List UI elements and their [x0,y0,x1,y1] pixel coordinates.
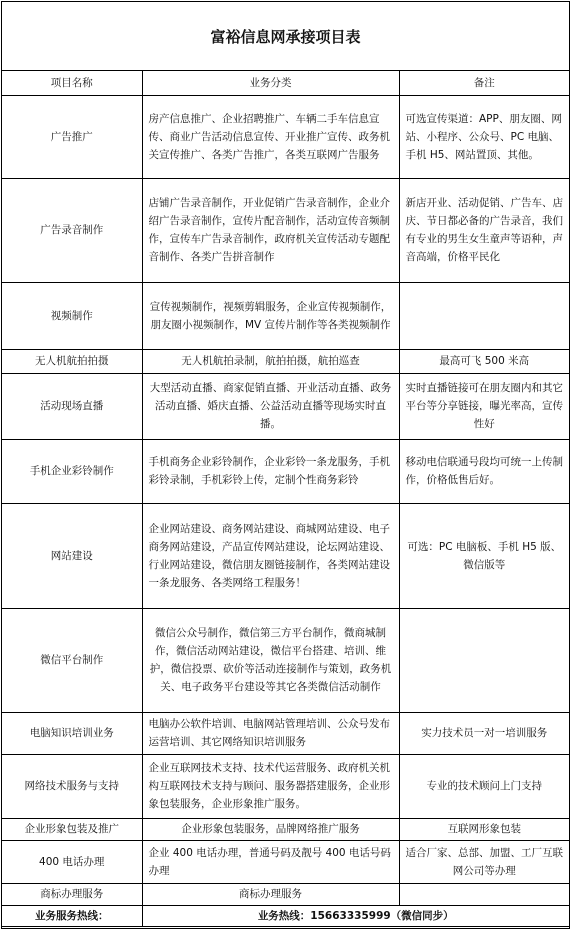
row-note: 可选宣传渠道：APP、朋友圈、网站、小程序、公众号、PC 电脑、手机 H5、网站置顶、其他。 [399,95,569,178]
table-row [2,95,569,178]
row-name: 微信平台制作 [2,608,142,712]
row-note [399,282,569,349]
row-name: 活动现场直播 [2,373,142,439]
row-name: 网站建设 [2,503,142,608]
row-category: 房产信息推广、企业招聘推广、车辆二手车信息宣传、商业广告活动信息宣传、开业推广宣传、政务机关宣传推广、各类广告推广，各类互联网广告服务 [142,95,399,178]
table-header-row [2,71,569,95]
sheet-title: 富裕信息网承接项目表 [2,2,569,71]
row-note: 互联网形象包装 [399,818,569,840]
row-category: 企业互联网技术支持、技术代运营服务、政府机关机构互联网技术支持与顾问、服务器搭建服务，企业形象包装服务，企业形象推广服务。 [142,754,399,818]
header-category: 业务分类 [142,71,399,95]
table-row [2,282,569,349]
header-note: 备注 [399,71,569,95]
row-category: 企业 400 电话办理，普通号码及靓号 400 电话号码办理 [142,840,399,883]
table-row [2,754,569,818]
table-row [2,349,569,373]
table-row [2,840,569,883]
row-category: 电脑办公软件培训、电脑网站管理培训、公众号发布运营培训、其它网络知识培训服务 [142,712,399,754]
row-note: 移动电信联通号段均可统一上传制作，价格低售后好。 [399,439,569,503]
row-note [399,883,569,905]
row-name: 网络技术服务与支持 [2,754,142,818]
header-project-name: 项目名称 [2,71,142,95]
row-category: 店铺广告录音制作，开业促销广告录音制作，企业介绍广告录音制作，宣传片配音制作，活动宣传音频制作，宣传车广告录音制作，政府机关宣传活动专题配音制作、各类广告拼音制作 [142,178,399,282]
row-name: 视频制作 [2,282,142,349]
footer-hotline: 业务热线：15663335999（微信同步） [142,905,569,926]
table-row [2,818,569,840]
row-name: 企业形象包装及推广 [2,818,142,840]
row-category: 大型活动直播、商家促销直播、开业活动直播、政务活动直播、婚庆直播、公益活动直播等现场实时直播。 [142,373,399,439]
project-table [2,71,569,927]
row-name: 电脑知识培训业务 [2,712,142,754]
row-category: 无人机航拍录制，航拍拍摄，航拍巡查 [142,349,399,373]
row-name: 无人机航拍拍摄 [2,349,142,373]
row-name: 广告推广 [2,95,142,178]
row-name: 400 电话办理 [2,840,142,883]
row-note: 可选：PC 电脑板、手机 H5 版、微信版等 [399,503,569,608]
row-category: 手机商务企业彩铃制作，企业彩铃一条龙服务，手机彩铃录制，手机彩铃上传，定制个性商务彩铃 [142,439,399,503]
footer-row [2,905,569,926]
table-row [2,373,569,439]
row-category: 微信公众号制作，微信第三方平台制作，微商城制作，微信活动网站建设，微信平台搭建、培训、维护，微信投票、砍价等活动连接制作与策划，政务机关、电子政务平台建设等其它各类微信活动制作 [142,608,399,712]
row-note: 最高可飞 500 米高 [399,349,569,373]
row-category: 企业网站建设、商务网站建设、商城网站建设、电子商务网站建设，产品宣传网站建设，论坛网站建设、行业网站建设，微信朋友圈链接制作，各类网站建设一条龙服务、各类网络工程服务！ [142,503,399,608]
row-name: 广告录音制作 [2,178,142,282]
footer-label: 业务服务热线： [2,905,142,926]
table-row [2,178,569,282]
row-note: 实时直播链接可在朋友圈内和其它平台等分享链接，曝光率高，宣传性好 [399,373,569,439]
row-note [399,608,569,712]
table-row [2,608,569,712]
row-category: 商标办理服务 [142,883,399,905]
row-name: 商标办理服务 [2,883,142,905]
row-note: 专业的技术顾问上门支持 [399,754,569,818]
row-category: 宣传视频制作，视频剪辑服务，企业宣传视频制作，朋友圈小视频制作，MV 宣传片制作等各类视频制作 [142,282,399,349]
project-sheet [1,1,570,929]
row-note: 适合厂家、总部、加盟、工厂互联网公司等办理 [399,840,569,883]
table-row [2,503,569,608]
row-note: 新店开业、活动促销、广告车、店庆、节日都必备的广告录音，我们有专业的男生女生童声等语种，声音高端，价格平民化 [399,178,569,282]
row-name: 手机企业彩铃制作 [2,439,142,503]
row-note: 实力技术员一对一培训服务 [399,712,569,754]
table-row [2,712,569,754]
table-row [2,883,569,905]
row-category: 企业形象包装服务，品牌网络推广服务 [142,818,399,840]
table-row [2,439,569,503]
